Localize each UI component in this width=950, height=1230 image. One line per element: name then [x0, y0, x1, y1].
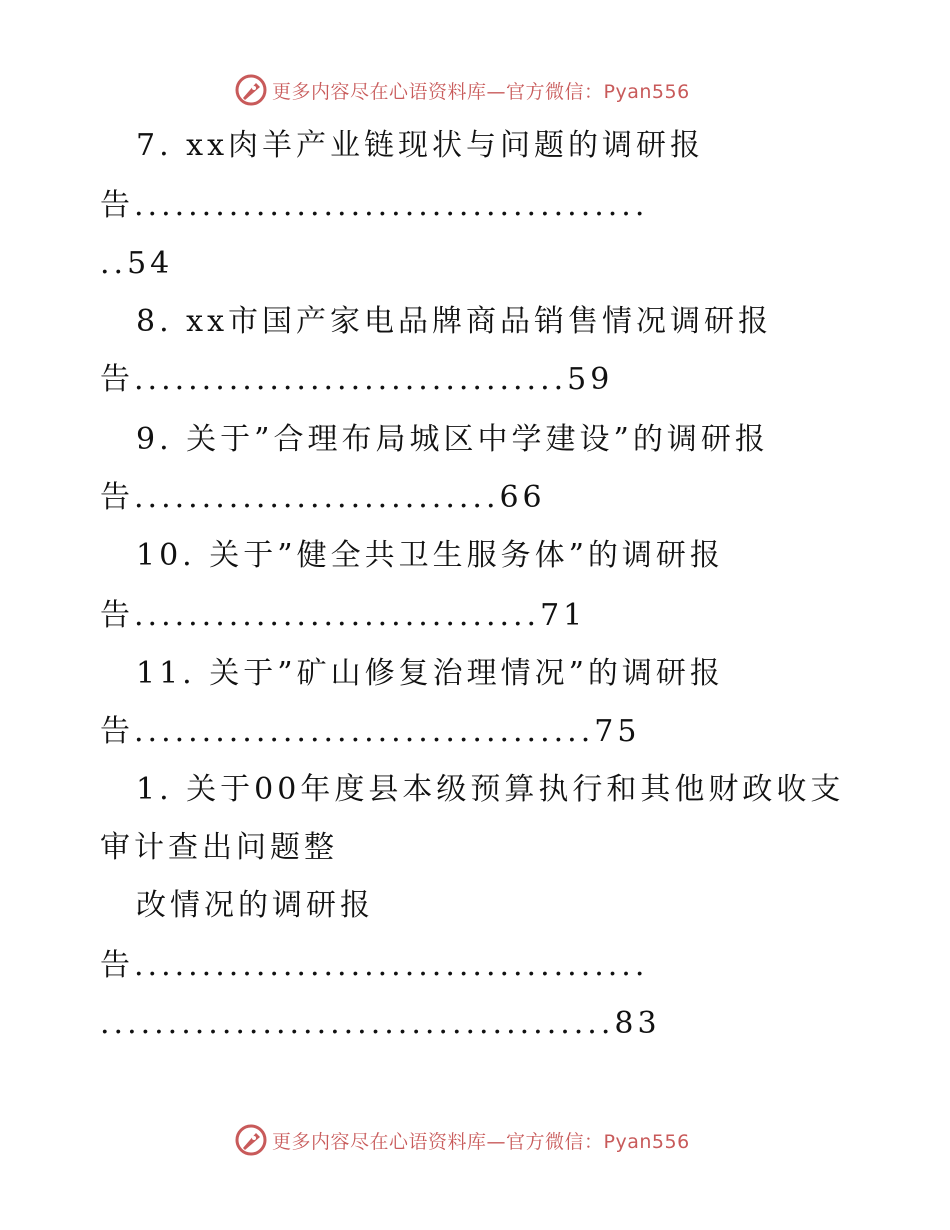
toc-item-7-title: 7. xx肉羊产业链现状与问题的调研报	[136, 128, 704, 163]
watermark-text: 更多内容尽在心语资料库—官方微信：Pyan556	[272, 80, 690, 103]
toc-item-9-leader: 告...........................66	[100, 480, 546, 515]
toc-item-7-page: ..54	[100, 246, 174, 281]
toc-item-9-title: 9. 关于”合理布局城区中学建设”的调研报	[136, 422, 769, 457]
toc-item-10-title: 10. 关于”健全共卫生服务体”的调研报	[136, 538, 724, 573]
toc-item-8-leader: 告................................59	[100, 362, 614, 397]
toc-item-1b-title-line1: 1. 关于00年度县本级预算执行和其他财政收支	[136, 772, 845, 807]
toc-item-7-leader: 告......................................	[100, 188, 649, 223]
toc-item-10-leader: 告..............................71	[100, 598, 587, 633]
toc-item-11-leader: 告..................................75	[100, 714, 641, 749]
watermark-text: 更多内容尽在心语资料库—官方微信：Pyan556	[272, 1130, 690, 1153]
toc-item-1b-title-line3: 改情况的调研报	[136, 888, 374, 923]
watermark-banner-bottom	[0, 1120, 950, 1160]
toc-item-1b-page: ......................................83	[100, 1006, 661, 1041]
toc-item-1b-leader: 告......................................	[100, 948, 649, 983]
pen-nib-logo-icon	[234, 1123, 268, 1157]
toc-item-1b-title-line2: 审计查出问题整	[100, 830, 338, 865]
toc-item-11-title: 11. 关于”矿山修复治理情况”的调研报	[136, 656, 724, 691]
toc-item-8-title: 8. xx市国产家电品牌商品销售情况调研报	[136, 304, 772, 339]
